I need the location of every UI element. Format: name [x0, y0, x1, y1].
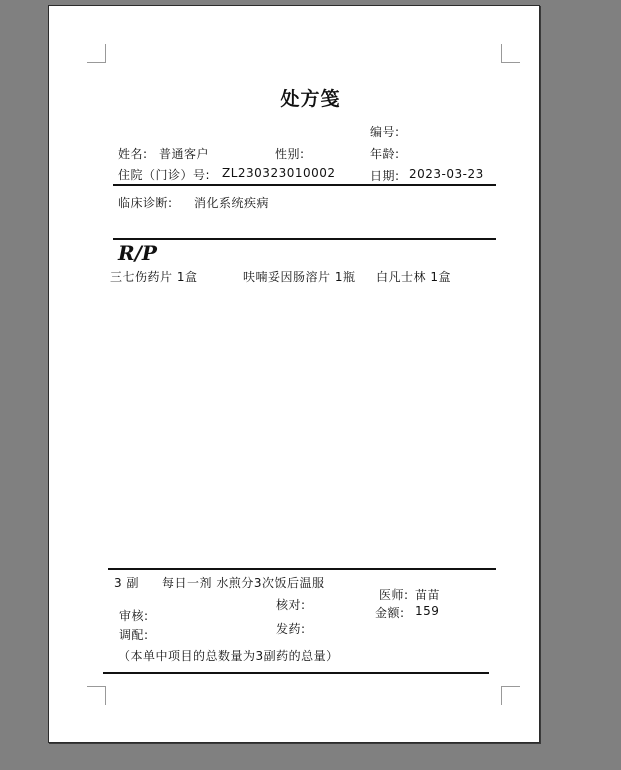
crop-mark-top-left: [87, 44, 106, 63]
drug-item-1: 三七伤药片 1盒: [110, 270, 198, 284]
diagnosis-divider: [113, 238, 496, 240]
doctor-value: 苗苗: [415, 588, 441, 602]
amount-value: 159: [415, 604, 440, 618]
check-label: 核对:: [276, 598, 306, 612]
date-label: 日期:: [370, 169, 400, 183]
quantity-note: （本单中项目的总数量为3副药的总量）: [118, 649, 339, 663]
amount-label: 金额:: [375, 606, 405, 620]
crop-mark-bottom-left: [87, 686, 106, 705]
inpatient-label: 住院（门诊）号:: [118, 168, 211, 182]
review-label: 审核:: [119, 609, 149, 623]
usage-instructions: 每日一剂 水煎分3次饭后温服: [162, 576, 325, 590]
crop-mark-top-right: [501, 44, 520, 63]
age-label: 年龄:: [370, 147, 400, 161]
number-label: 编号:: [370, 125, 400, 139]
date-value: 2023-03-23: [409, 167, 484, 181]
diagnosis-label: 临床诊断:: [118, 196, 173, 210]
footer-divider: [108, 568, 496, 570]
rp-symbol: R/P: [118, 241, 157, 265]
drug-item-2: 呋喃妥因肠溶片 1瓶: [243, 270, 356, 284]
crop-mark-bottom-right: [501, 686, 520, 705]
header-divider: [113, 184, 496, 186]
dispense-label: 调配:: [119, 628, 149, 642]
bottom-divider: [103, 672, 489, 674]
deliver-label: 发药:: [276, 622, 306, 636]
diagnosis-value: 消化系统疾病: [194, 196, 270, 210]
document-title: 处方笺: [280, 88, 341, 110]
doctor-label: 医师:: [379, 588, 409, 602]
drug-item-3: 白凡士林 1盒: [376, 270, 451, 284]
name-label: 姓名:: [118, 147, 148, 161]
gender-label: 性别:: [275, 147, 305, 161]
dosage-count: 3 副: [114, 576, 139, 590]
inpatient-value: ZL230323010002: [222, 166, 336, 180]
name-value: 普通客户: [159, 147, 210, 161]
